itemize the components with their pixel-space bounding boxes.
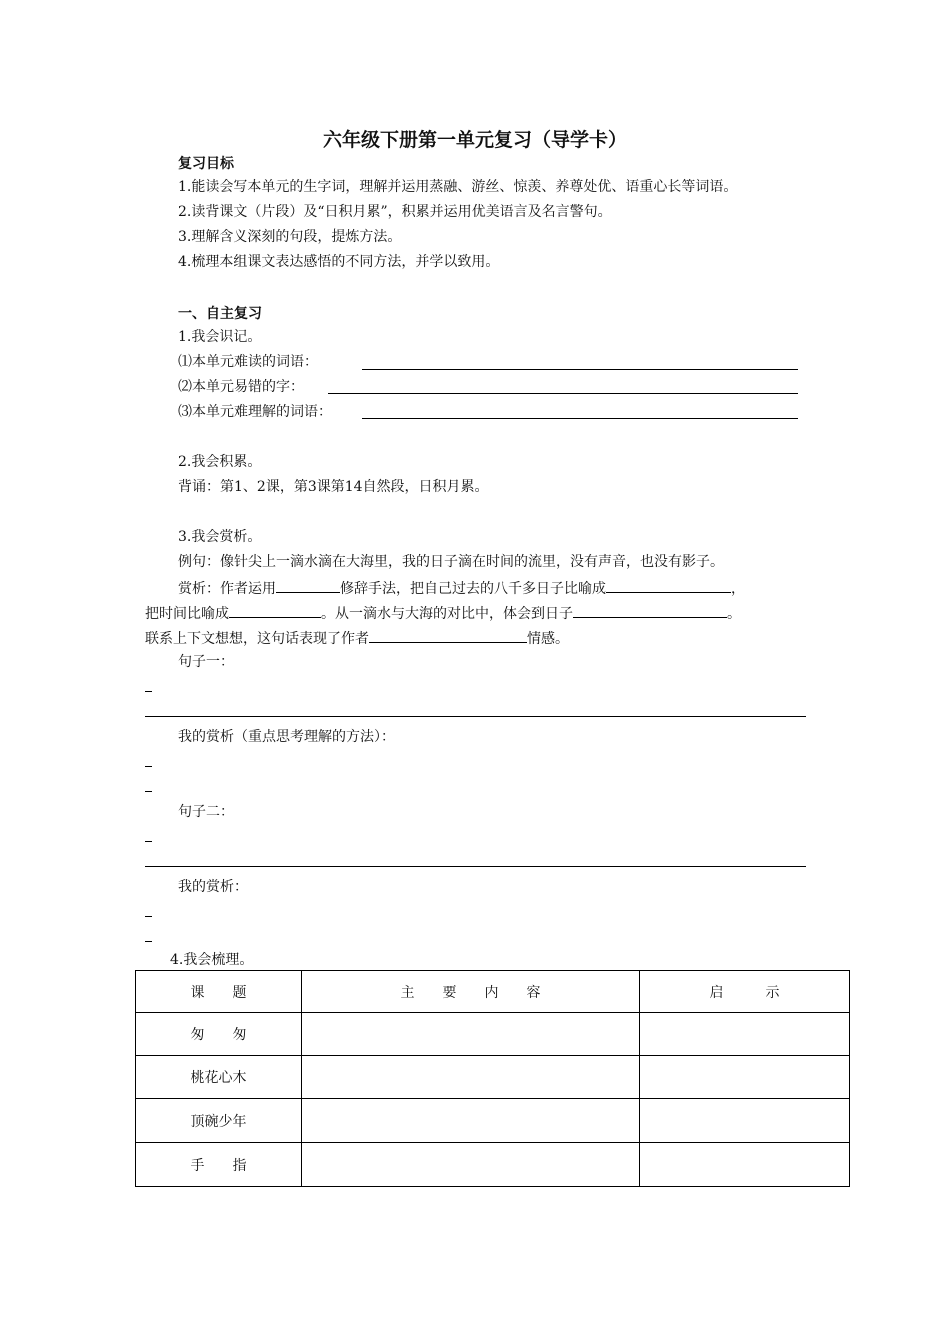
- review-table: [135, 970, 850, 1187]
- header-topic: 课 题: [136, 971, 302, 1013]
- q3-analysis-line1: [178, 578, 745, 598]
- row-insight-cell[interactable]: [640, 1013, 850, 1056]
- row-content-cell[interactable]: [302, 1099, 640, 1143]
- q3-example: 例句：像针尖上一滴水滴在大海里，我的日子滴在时间的流里，没有声音，也没有影子。: [178, 554, 724, 570]
- q1-title: 1.我会识记。: [178, 329, 262, 345]
- q3-title: 3.我会赏析。: [178, 529, 262, 545]
- row-topic: 顶碗少年: [136, 1099, 302, 1143]
- q3-line2-text-a: 把时间比喻成: [145, 606, 229, 622]
- dash-mark: [145, 791, 152, 792]
- q1-item-3-label: ⑶本单元难理解的词语：: [178, 404, 332, 420]
- q3-analysis-text-c: ，: [731, 581, 745, 597]
- q3-blank-days-metaphor[interactable]: [606, 578, 731, 593]
- page-title: 六年级下册第一单元复习（导学卡）: [322, 129, 627, 151]
- q3-blank-emotion[interactable]: [369, 628, 527, 643]
- table-row: [136, 1013, 850, 1056]
- q3-line3-text-b: 情感。: [527, 631, 569, 647]
- header-main-content: 主 要 内 容: [302, 971, 640, 1013]
- sentence-2-answer-line[interactable]: [145, 866, 806, 867]
- row-content-cell[interactable]: [302, 1013, 640, 1056]
- q1-item-2-label: ⑵本单元易错的字：: [178, 379, 304, 395]
- q3-line2-text-c: 。: [727, 606, 741, 622]
- q1-item-1-blank[interactable]: [362, 369, 798, 370]
- q1-item-2-blank[interactable]: [328, 393, 798, 394]
- q2-title: 2.我会积累。: [178, 454, 262, 470]
- table-header-row: [136, 971, 850, 1013]
- sentence-1-label: 句子一：: [178, 654, 234, 670]
- dash-mark: [145, 691, 152, 692]
- my-analysis-1-label: 我的赏析（重点思考理解的方法）：: [178, 729, 395, 745]
- dash-mark: [145, 916, 152, 917]
- sentence-2-label: 句子二：: [178, 804, 234, 820]
- q4-title: 4.我会梳理。: [170, 952, 254, 968]
- goal-item-3: 3.理解含义深刻的句段，提炼方法。: [178, 229, 402, 245]
- dash-mark: [145, 841, 152, 842]
- row-insight-cell[interactable]: [640, 1099, 850, 1143]
- q3-line2-text-b: 。从一滴水与大海的对比中，体会到日子: [321, 606, 573, 622]
- row-content-cell[interactable]: [302, 1056, 640, 1099]
- goals-heading: 复习目标: [178, 156, 234, 172]
- table-row: [136, 1143, 850, 1187]
- q2-text: 背诵：第1、2课，第3课第14自然段，日积月累。: [178, 479, 489, 495]
- q3-analysis-line2: [145, 603, 741, 623]
- q3-line3-text-a: 联系上下文想想，这句话表现了作者: [145, 631, 369, 647]
- dash-mark: [145, 941, 152, 942]
- q3-analysis-line3: [145, 628, 569, 648]
- q3-analysis-text-a: 赏析：作者运用: [178, 581, 276, 597]
- row-topic: 桃花心木: [136, 1056, 302, 1099]
- row-content-cell[interactable]: [302, 1143, 640, 1187]
- row-insight-cell[interactable]: [640, 1143, 850, 1187]
- q3-blank-rhetoric[interactable]: [276, 578, 340, 593]
- section-heading: 一、自主复习: [178, 306, 262, 322]
- row-insight-cell[interactable]: [640, 1056, 850, 1099]
- q1-item-3-blank[interactable]: [362, 418, 798, 419]
- row-topic: 匆 匆: [136, 1013, 302, 1056]
- table-row: [136, 1056, 850, 1099]
- row-topic: 手 指: [136, 1143, 302, 1187]
- q3-analysis-text-b: 修辞手法，把自己过去的八千多日子比喻成: [340, 581, 606, 597]
- q3-blank-days-feeling[interactable]: [573, 603, 727, 618]
- table-row: [136, 1099, 850, 1143]
- q3-blank-time-metaphor[interactable]: [229, 603, 321, 618]
- q1-item-1-label: ⑴本单元难读的词语：: [178, 354, 318, 370]
- goal-item-1: 1.能读会写本单元的生字词，理解并运用蒸融、游丝、惊羡、养尊处优、语重心长等词语。: [178, 179, 738, 195]
- goal-item-4: 4.梳理本组课文表达感悟的不同方法，并学以致用。: [178, 254, 500, 270]
- dash-mark: [145, 766, 152, 767]
- my-analysis-2-label: 我的赏析：: [178, 879, 248, 895]
- goal-item-2: 2.读背课文（片段）及“日积月累”，积累并运用优美语言及名言警句。: [178, 204, 612, 220]
- header-insight: 启 示: [640, 971, 850, 1013]
- sentence-1-answer-line[interactable]: [145, 716, 806, 717]
